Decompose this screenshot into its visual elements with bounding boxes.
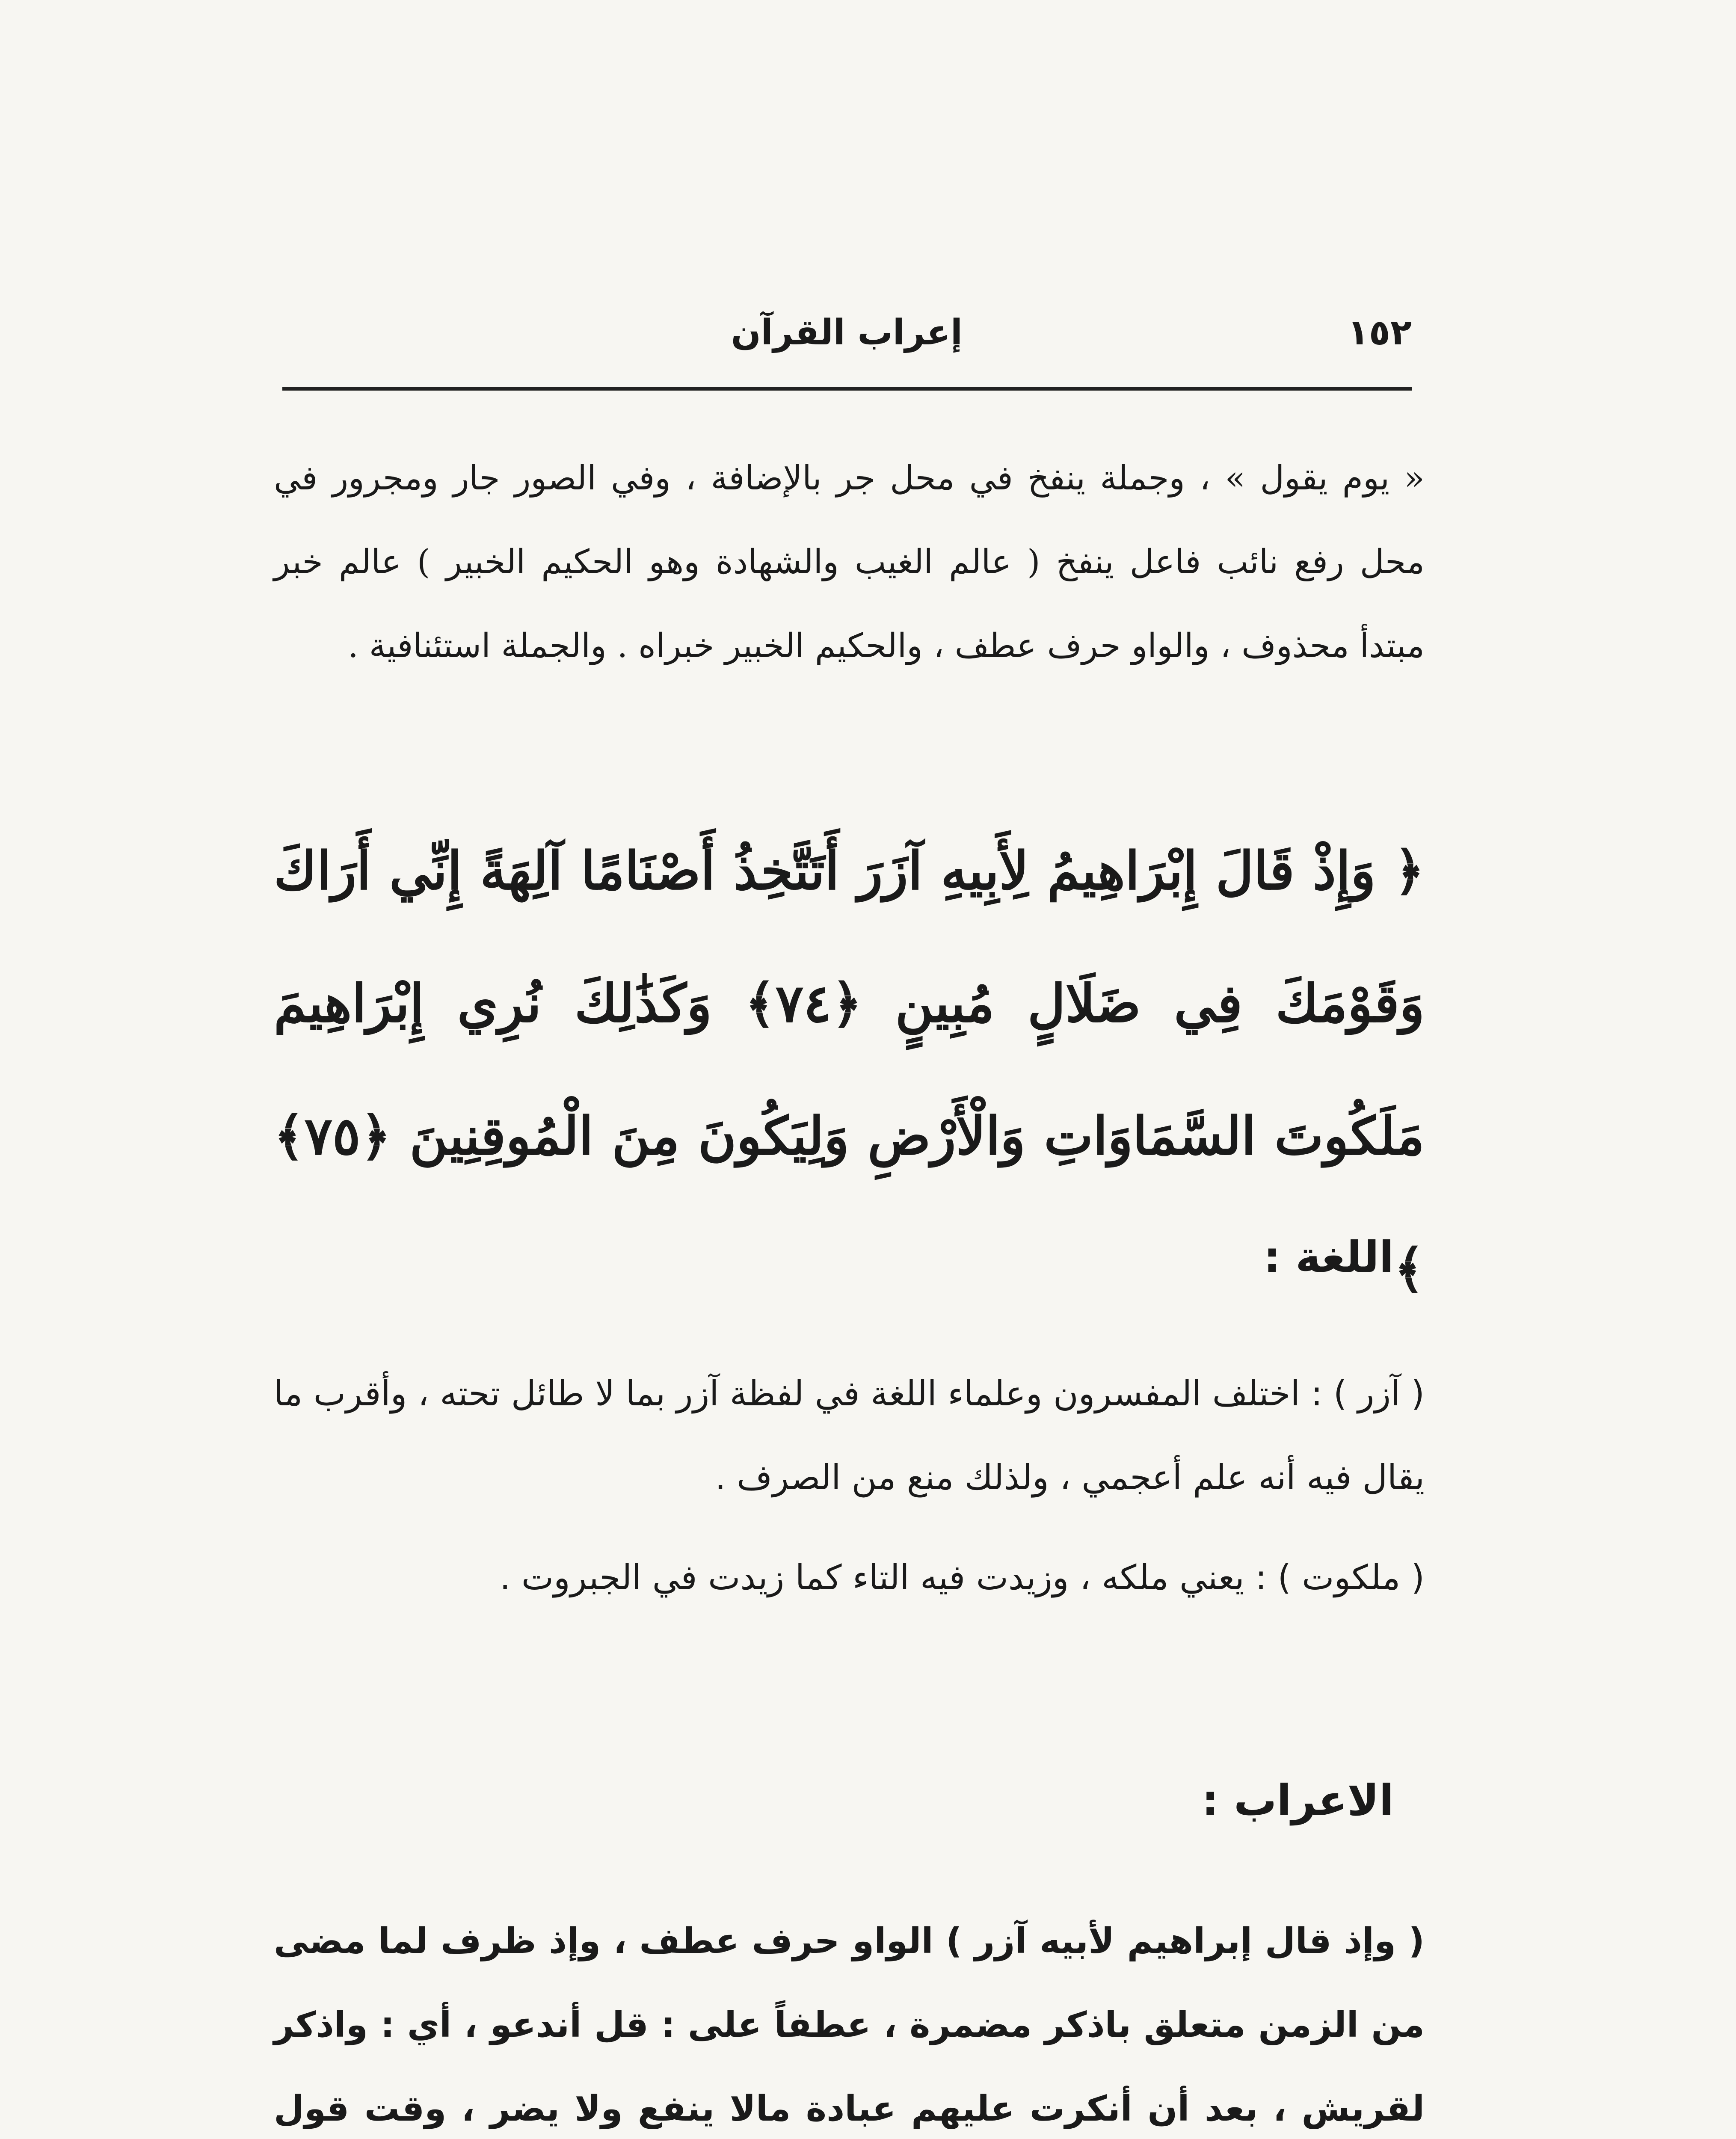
header-rule xyxy=(282,387,1412,391)
book-title: إعراب القرآن xyxy=(731,312,963,353)
lugha-azar: ( آزر ) : اختلف المفسرون وعلماء اللغة في لفظة آزر بما لا طائل تحته ، وأقرب ما يقال فيه أنه علم أعجمي ، ولذلك منع من الصرف . xyxy=(274,1374,1425,1497)
page-number: ١٥٢ xyxy=(1347,312,1412,353)
heading-language: اللغة : xyxy=(1263,1232,1394,1282)
page-header xyxy=(282,312,1412,372)
heading-irab: الاعراب : xyxy=(1202,1775,1394,1825)
lugha-malakut: ( ملكوت ) : يعني ملكه ، وزيدت فيه التاء كما زيدت في الجبروت . xyxy=(499,1558,1425,1597)
irab-paragraph: ( وإذ قال إبراهيم لأبيه آزر ) الواو حرف عطف ، وإذ ظرف لما مضى من الزمن متعلق باذكر مضمرة ، عطفاً على : قل أندعو ، أي : واذكر لقريش ، بعد أن أنكرت عليهم عبادة مالا ينفع ولا يضر ، وقت قول xyxy=(274,1921,1425,2129)
quran-verse: ﴿ وَإِذْ قَالَ إِبْرَاهِيمُ لِأَبِيهِ آزَرَ أَتَتَّخِذُ أَصْنَامًا آلِهَةً إِنِّي أَرَاكَ وَقَوْمَكَ فِي ضَلَالٍ مُبِينٍ ﴿٧٤﴾ وَكَذَٰلِكَ نُرِي إِبْرَاهِيمَ مَلَكُوتَ السَّمَاوَاتِ وَالْأَرْضِ وَلِيَكُونَ مِنَ الْمُوقِنِينَ ﴿٧٥﴾ ﴾ xyxy=(274,840,1425,1299)
paragraph-continuation: « يوم يقول » ، وجملة ينفخ في محل جر بالإضافة ، وفي الصور جار ومجرور في محل رفع نائب فاعل ينفخ ( عالم الغيب والشهادة وهو الحكيم الخبير ) عالم خبر مبتدأ محذوف ، والواو حرف عطف ، والحكيم الخبير خبراه . والجملة استئنافية . xyxy=(274,459,1425,665)
